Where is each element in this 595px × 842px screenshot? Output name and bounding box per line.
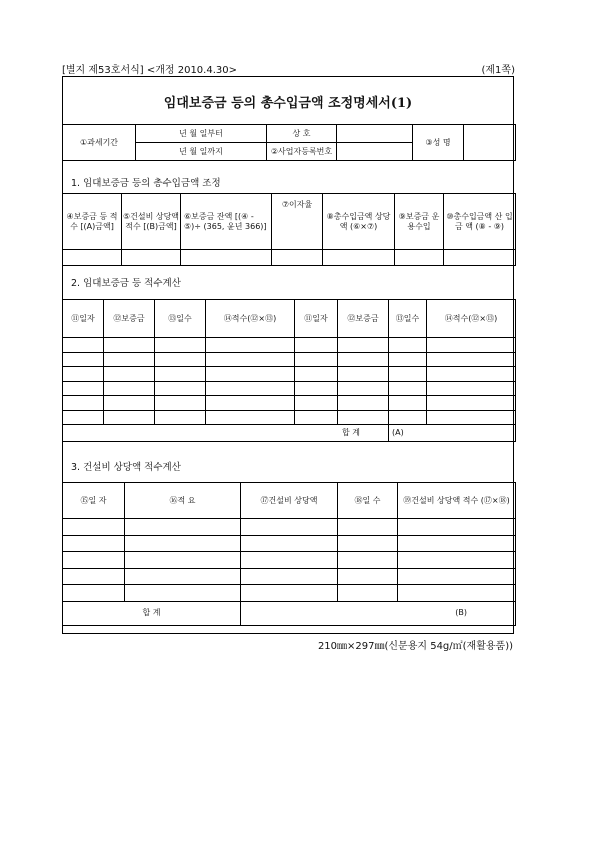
s2-header: ⑭적수(⑫×⑬) — [427, 300, 516, 338]
table-cell[interactable] — [241, 568, 338, 585]
s1-header: ⑨보증금 운용수입 — [395, 194, 444, 250]
s2-header: ⑬일수 — [389, 300, 427, 338]
table-cell[interactable] — [398, 535, 516, 552]
form-title: 임대보증금 등의 총수입금액 조정명세서(1) — [163, 96, 413, 111]
table-cell[interactable] — [427, 338, 516, 353]
table-cell[interactable] — [125, 519, 241, 536]
s1-header: ⑩총수입금액 산 입 금 액 (⑧ - ⑨) — [444, 194, 516, 250]
table-cell[interactable] — [104, 367, 155, 382]
bizno-field[interactable] — [337, 143, 413, 161]
s1-cell[interactable] — [323, 250, 395, 266]
s2-header: ⑭적수(⑫×⑬) — [206, 300, 295, 338]
table-cell[interactable] — [155, 352, 206, 367]
s1-cell[interactable] — [395, 250, 444, 266]
paper-spec: 210㎜×297㎜(신문용지 54g/㎡(재활용품)) — [317, 641, 513, 652]
table-cell[interactable] — [389, 381, 427, 396]
company-field[interactable] — [337, 125, 413, 143]
table-cell[interactable] — [104, 381, 155, 396]
table-cell[interactable] — [206, 367, 295, 382]
table-cell[interactable] — [63, 552, 125, 569]
info-table — [62, 124, 516, 161]
s1-cell[interactable] — [122, 250, 181, 266]
table-cell[interactable] — [389, 367, 427, 382]
table-cell[interactable] — [63, 519, 125, 536]
table-cell[interactable] — [241, 552, 338, 569]
table-cell[interactable] — [241, 535, 338, 552]
table-cell[interactable] — [63, 352, 104, 367]
s2-header: ⑬일수 — [155, 300, 206, 338]
table-cell[interactable] — [155, 396, 206, 411]
s1-header: ⑤건설비 상당액 적수 [(B)금액] — [122, 194, 181, 250]
period-label: ①과세기간 — [63, 125, 136, 161]
table-cell[interactable] — [125, 535, 241, 552]
table-cell[interactable] — [63, 338, 104, 353]
table-cell[interactable] — [206, 396, 295, 411]
table-cell[interactable] — [125, 552, 241, 569]
table-cell[interactable] — [389, 410, 427, 425]
table-cell[interactable] — [63, 535, 125, 552]
table-cell[interactable] — [338, 396, 389, 411]
table-cell[interactable] — [63, 410, 104, 425]
table-cell[interactable] — [125, 585, 241, 602]
table-cell[interactable] — [104, 338, 155, 353]
table-cell[interactable] — [295, 367, 338, 382]
table-cell[interactable] — [155, 367, 206, 382]
s3-header: ⑱일 수 — [338, 483, 398, 519]
s2-header: ⑫보증금 — [104, 300, 155, 338]
table-cell[interactable] — [63, 585, 125, 602]
table-cell[interactable] — [338, 568, 398, 585]
table-cell[interactable] — [338, 367, 389, 382]
table-cell[interactable] — [63, 568, 125, 585]
section2-table — [62, 299, 516, 442]
s3-total-mark: (B) — [241, 601, 516, 625]
table-cell[interactable] — [389, 338, 427, 353]
table-cell[interactable] — [389, 352, 427, 367]
table-cell[interactable] — [241, 585, 338, 602]
table-cell[interactable] — [63, 381, 104, 396]
s1-header: ⑦이자율 — [272, 194, 323, 250]
table-cell[interactable] — [295, 410, 338, 425]
table-cell[interactable] — [427, 396, 516, 411]
s3-header: ⑲건설비 상당액 적수 (⑰×⑱) — [398, 483, 516, 519]
name-label: ③성 명 — [413, 125, 464, 161]
table-cell[interactable] — [338, 519, 398, 536]
s1-cell[interactable] — [444, 250, 516, 266]
table-cell[interactable] — [338, 410, 389, 425]
table-cell[interactable] — [63, 367, 104, 382]
table-cell[interactable] — [338, 585, 398, 602]
table-cell[interactable] — [338, 352, 389, 367]
table-cell[interactable] — [295, 352, 338, 367]
section2-title: 2. 임대보증금 등 적수계산 — [71, 278, 181, 289]
table-cell[interactable] — [427, 367, 516, 382]
s2-header: ⑫보증금 — [338, 300, 389, 338]
statement-form — [62, 76, 514, 634]
table-cell[interactable] — [398, 519, 516, 536]
table-cell[interactable] — [427, 381, 516, 396]
table-cell[interactable] — [427, 410, 516, 425]
s1-header: ⑥보증금 잔액 [(④ - ⑤)÷ (365, 윤년 366)] — [181, 194, 272, 250]
s3-total-label: 합 계 — [63, 601, 241, 625]
table-cell[interactable] — [295, 396, 338, 411]
table-cell[interactable] — [398, 568, 516, 585]
s2-total-label: 합 계 — [63, 425, 389, 442]
table-cell[interactable] — [241, 519, 338, 536]
table-cell[interactable] — [155, 338, 206, 353]
table-cell[interactable] — [338, 338, 389, 353]
period-from: 년 월 일부터 — [136, 125, 267, 143]
table-cell[interactable] — [63, 396, 104, 411]
table-cell[interactable] — [104, 410, 155, 425]
table-cell[interactable] — [206, 410, 295, 425]
s2-header: ⑪일자 — [295, 300, 338, 338]
s1-cell[interactable] — [63, 250, 122, 266]
bizno-label: ②사업자등록번호 — [267, 143, 337, 161]
table-cell[interactable] — [155, 410, 206, 425]
table-cell[interactable] — [398, 552, 516, 569]
table-cell[interactable] — [206, 381, 295, 396]
table-cell[interactable] — [104, 352, 155, 367]
table-cell[interactable] — [398, 585, 516, 602]
s3-header: ⑰건설비 상당액 — [241, 483, 338, 519]
section1-table — [62, 193, 516, 266]
table-cell[interactable] — [427, 352, 516, 367]
form-reference: [별지 제53호서식] <개정 2010.4.30> — [62, 65, 237, 76]
table-cell[interactable] — [295, 338, 338, 353]
table-cell[interactable] — [338, 381, 389, 396]
s3-header: ⑮일 자 — [63, 483, 125, 519]
table-cell[interactable] — [125, 568, 241, 585]
period-to: 년 월 일까지 — [136, 143, 267, 161]
s3-header: ⑯적 요 — [125, 483, 241, 519]
table-cell[interactable] — [155, 381, 206, 396]
s2-total-mark: (A) — [389, 425, 516, 442]
s1-cell[interactable] — [272, 250, 323, 266]
table-cell[interactable] — [206, 352, 295, 367]
s2-header: ⑪일자 — [63, 300, 104, 338]
table-cell[interactable] — [389, 396, 427, 411]
s1-cell[interactable] — [181, 250, 272, 266]
table-cell[interactable] — [206, 338, 295, 353]
table-cell[interactable] — [338, 535, 398, 552]
section3-table — [62, 482, 516, 626]
section3-title: 3. 건설비 상당액 적수계산 — [71, 462, 181, 473]
page-number: (제1쪽) — [481, 65, 515, 76]
table-cell[interactable] — [104, 396, 155, 411]
section1-title: 1. 임대보증금 등의 총수입금액 조정 — [71, 178, 221, 189]
table-cell[interactable] — [338, 552, 398, 569]
s1-header: ④보증금 등 적수 [(A)금액] — [63, 194, 122, 250]
s1-header: ⑧총수입금액 상당액 (⑥×⑦) — [323, 194, 395, 250]
table-cell[interactable] — [295, 381, 338, 396]
name-field[interactable] — [464, 125, 516, 161]
company-label: 상 호 — [267, 125, 337, 143]
